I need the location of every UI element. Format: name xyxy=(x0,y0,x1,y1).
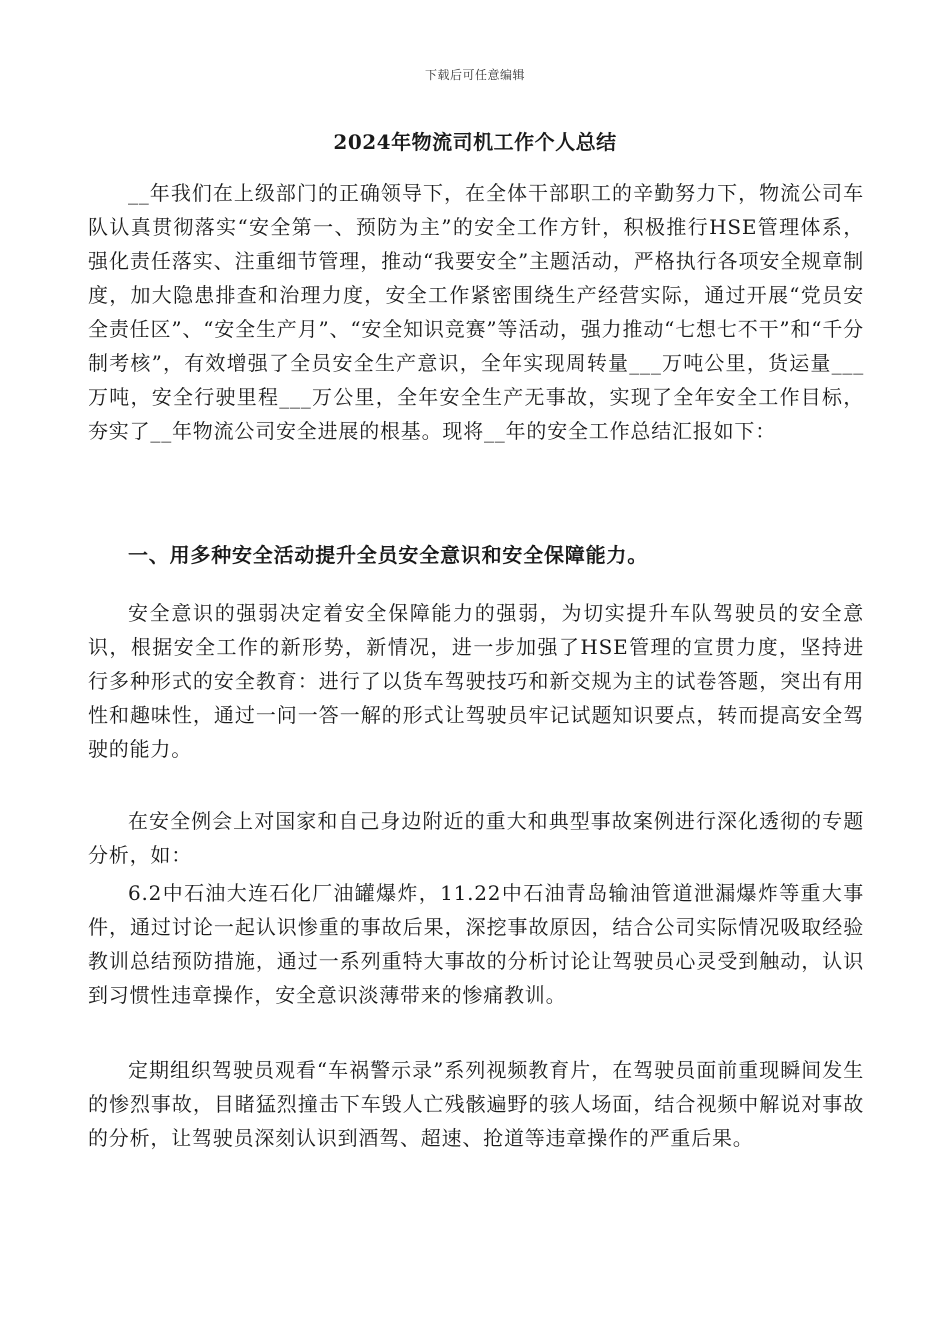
intro-paragraph: __年我们在上级部门的正确领导下，在全体干部职工的辛勤努力下，物流公司车队认真贯彻落实“安全第一、预防为主”的安全工作方针，积极推行HSE管理体系，强化责任落实、注重细节管理，推动“我要安全”主题活动，严格执行各项安全规章制度，加大隐患排查和治理力度，安全工作紧密围绕生产经营实际，通过开展“党员安全责任区”、“安全生产月”、“安全知识竞赛”等活动，强力推动“七想七不干”和“千分制考核”，有效增强了全员安全生产意识，全年实现周转量___万吨公里，货运量___万吨，安全行驶里程___万公里，全年安全生产无事故，实现了全年安全工作目标，夯实了__年物流公司安全进展的根基。现将__年的安全工作总结汇报如下： xyxy=(88,181,864,443)
section1-paragraph-3: 6.2中石油大连石化厂油罐爆炸，11.22中石油青岛输油管道泄漏爆炸等重大事件，通过讨论一起认识惨重的事故后果，深挖事故原因，结合公司实际情况吸取经验教训总结预防措施，通过一系列重特大事故的分析讨论让驾驶员心灵受到触动，认识到习惯性违章操作，安全意识淡薄带来的惨痛教训。 xyxy=(88,881,864,1007)
header-note: 下载后可任意编辑 xyxy=(424,68,525,82)
section1-paragraph-4: 定期组织驾驶员观看“车祸警示录”系列视频教育片，在驾驶员面前重现瞬间发生的惨烈事故，目睹猛烈撞击下车毁人亡残骸遍野的骇人场面，结合视频中解说对事故的分析，让驾驶员深刻认识到酒驾、超速、抢道等违章操作的严重后果。 xyxy=(88,1058,864,1150)
page-title: 2024年物流司机工作个人总结 xyxy=(333,130,617,154)
section-heading-1: 一、用多种安全活动提升全员安全意识和安全保障能力。 xyxy=(128,543,648,567)
section1-paragraph-1: 安全意识的强弱决定着安全保障能力的强弱，为切实提升车队驾驶员的安全意识，根据安全工作的新形势，新情况，进一步加强了HSE管理的宣贯力度，坚持进行多种形式的安全教育：进行了以货车驾驶技巧和新交规为主的试卷答题，突出有用性和趣味性，通过一问一答一解的形式让驾驶员牢记试题知识要点，转而提高安全驾驶的能力。 xyxy=(88,601,864,761)
section1-paragraph-2: 在安全例会上对国家和自己身边附近的重大和典型事故案例进行深化透彻的专题分析，如： xyxy=(88,809,864,867)
